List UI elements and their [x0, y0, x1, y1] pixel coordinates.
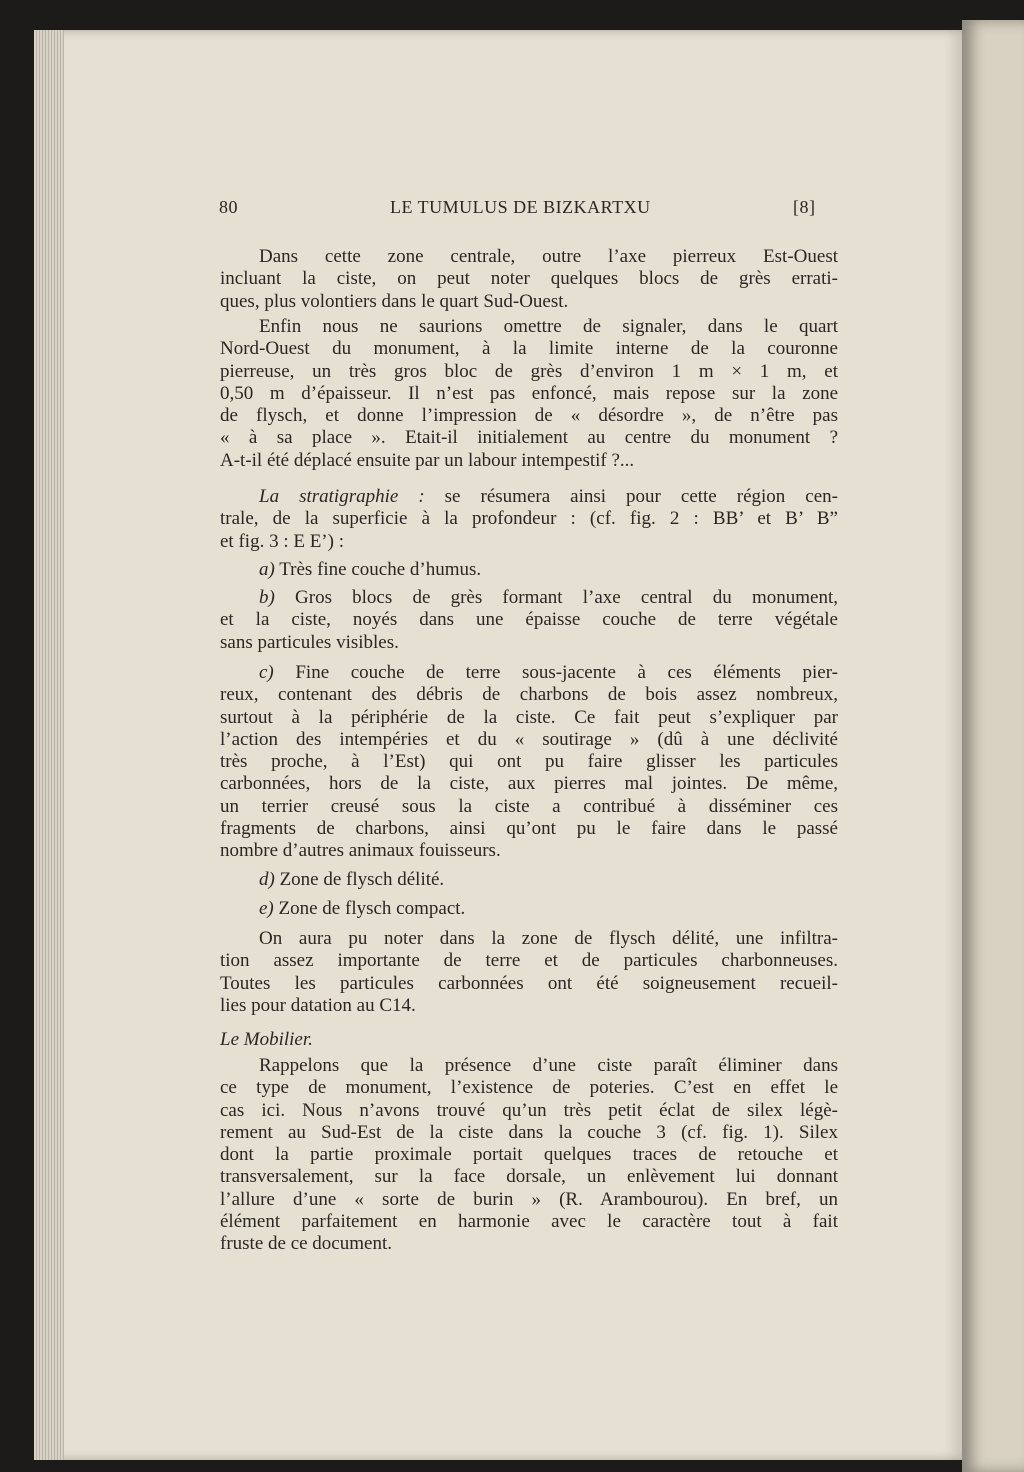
- running-title: LE TUMULUS DE BIZKARTXU: [390, 197, 651, 217]
- text-line: sans particules visibles.: [220, 631, 399, 653]
- text-line: pierreuse, un très gros bloc de grès d’environ 1 m × 1 m, et: [220, 360, 838, 382]
- text-line: « à sa place ». Etait-il initialement au centre du monument ?: [220, 427, 838, 449]
- text-line: rement au Sud-Est de la ciste dans la couche 3 (cf. fig. 1). Silex: [220, 1121, 838, 1143]
- text-line: lies pour datation au C14.: [220, 994, 416, 1016]
- section-heading: [220, 1029, 838, 1051]
- text-line: fruste de ce document.: [220, 1233, 392, 1255]
- italic-lead: b): [259, 587, 275, 608]
- text-line: l’action des intempéries et du « soutirage » (dû à une déclivité: [220, 728, 838, 750]
- paragraph: [220, 1055, 838, 1256]
- text-line: et fig. 3 : E E’) :: [220, 530, 344, 552]
- text-line: transversalement, sur la face dorsale, un enlèvement lui donnant: [220, 1166, 838, 1188]
- text-line: ce type de monument, l’existence de poteries. C’est en effet le: [220, 1077, 838, 1099]
- paragraph: [220, 559, 838, 581]
- italic-lead: La stratigraphie :: [259, 486, 425, 507]
- italic-lead: d): [259, 869, 275, 890]
- text-line: un terrier creusé sous la ciste a contribué à disséminer ces: [220, 795, 838, 817]
- paragraph: [220, 662, 838, 863]
- text-line: surtout à la périphérie de la ciste. Ce fait peut s’expliquer par: [220, 706, 838, 728]
- section-heading-text: Le Mobilier.: [220, 1029, 313, 1050]
- text-line: c) Fine couche de terre sous-jacente à ces éléments pier-: [259, 662, 838, 683]
- paragraph: [220, 869, 838, 891]
- text-line: de flysch, et donne l’impression de « désordre », de n’être pas: [220, 405, 838, 427]
- text-line: Toutes les particules carbonnées ont été soigneusement recueil-: [220, 972, 838, 994]
- text-line: fragments de charbons, ainsi qu’ont pu le faire dans le passé: [220, 818, 838, 840]
- paragraph: [220, 246, 838, 313]
- text-line: trale, de la superficie à la profondeur : (cf. fig. 2 : BB’ et B’ B”: [220, 508, 838, 530]
- italic-lead: e): [259, 898, 274, 919]
- italic-lead: a): [259, 559, 275, 580]
- page-number: 80: [219, 197, 238, 217]
- text-line: cas ici. Nous n’avons trouvé qu’un très petit éclat de silex légè-: [220, 1099, 838, 1121]
- text-line: a) Très fine couche d’humus.: [259, 559, 482, 580]
- text-line: Dans cette zone centrale, outre l’axe pierreux Est-Ouest: [259, 246, 838, 267]
- facing-page-edge: [962, 20, 1024, 1472]
- text-line: carbonnées, hors de la ciste, aux pierres mal jointes. De même,: [220, 773, 838, 795]
- text-line: très proche, à l’Est) qui ont pu faire glisser les particules: [220, 751, 838, 773]
- text-line: ques, plus volontiers dans le quart Sud-Ouest.: [220, 290, 569, 312]
- text-line: La stratigraphie : se résumera ainsi pour cette région cen-: [259, 486, 838, 507]
- text-line: Nord-Ouest du monument, à la limite interne de la couronne: [220, 338, 838, 360]
- text-line: nombre d’autres animaux fouisseurs.: [220, 840, 501, 862]
- text-line: dont la partie proximale portait quelques traces de retouche et: [220, 1144, 838, 1166]
- text-line: 0,50 m d’épaisseur. Il n’est pas enfoncé, mais repose sur la zone: [220, 382, 838, 404]
- paragraph: [220, 898, 838, 920]
- paragraph: [220, 316, 838, 472]
- text-line: l’allure d’une « sorte de burin » (R. Arambourou). En bref, un: [220, 1188, 838, 1210]
- text-line: e) Zone de flysch compact.: [259, 898, 466, 919]
- page-stack-edges: [34, 30, 64, 1460]
- section-number: [8]: [793, 197, 816, 217]
- text-line: et la ciste, noyés dans une épaisse couche de terre végétale: [220, 609, 838, 631]
- italic-lead: c): [259, 662, 274, 683]
- text-line: élément parfaitement en harmonie avec le caractère tout à fait: [220, 1211, 838, 1233]
- text-line: A-t-il été déplacé ensuite par un labour intempestif ?...: [220, 449, 635, 471]
- text-line: tion assez importante de terre et de particules charbonneuses.: [220, 950, 838, 972]
- text-line: Rappelons que la présence d’une ciste paraît éliminer dans: [259, 1055, 838, 1076]
- paragraph: [220, 928, 838, 1017]
- text-line: On aura pu noter dans la zone de flysch délité, une infiltra-: [259, 928, 838, 949]
- text-line: b) Gros blocs de grès formant l’axe central du monument,: [259, 587, 838, 608]
- text-line: Enfin nous ne saurions omettre de signaler, dans le quart: [259, 316, 838, 337]
- text-line: reux, contenant des débris de charbons de bois assez nombreux,: [220, 684, 838, 706]
- paragraph: [220, 587, 838, 654]
- paragraph: [220, 486, 838, 553]
- text-line: incluant la ciste, on peut noter quelques blocs de grès errati-: [220, 268, 838, 290]
- text-line: d) Zone de flysch délité.: [259, 869, 445, 890]
